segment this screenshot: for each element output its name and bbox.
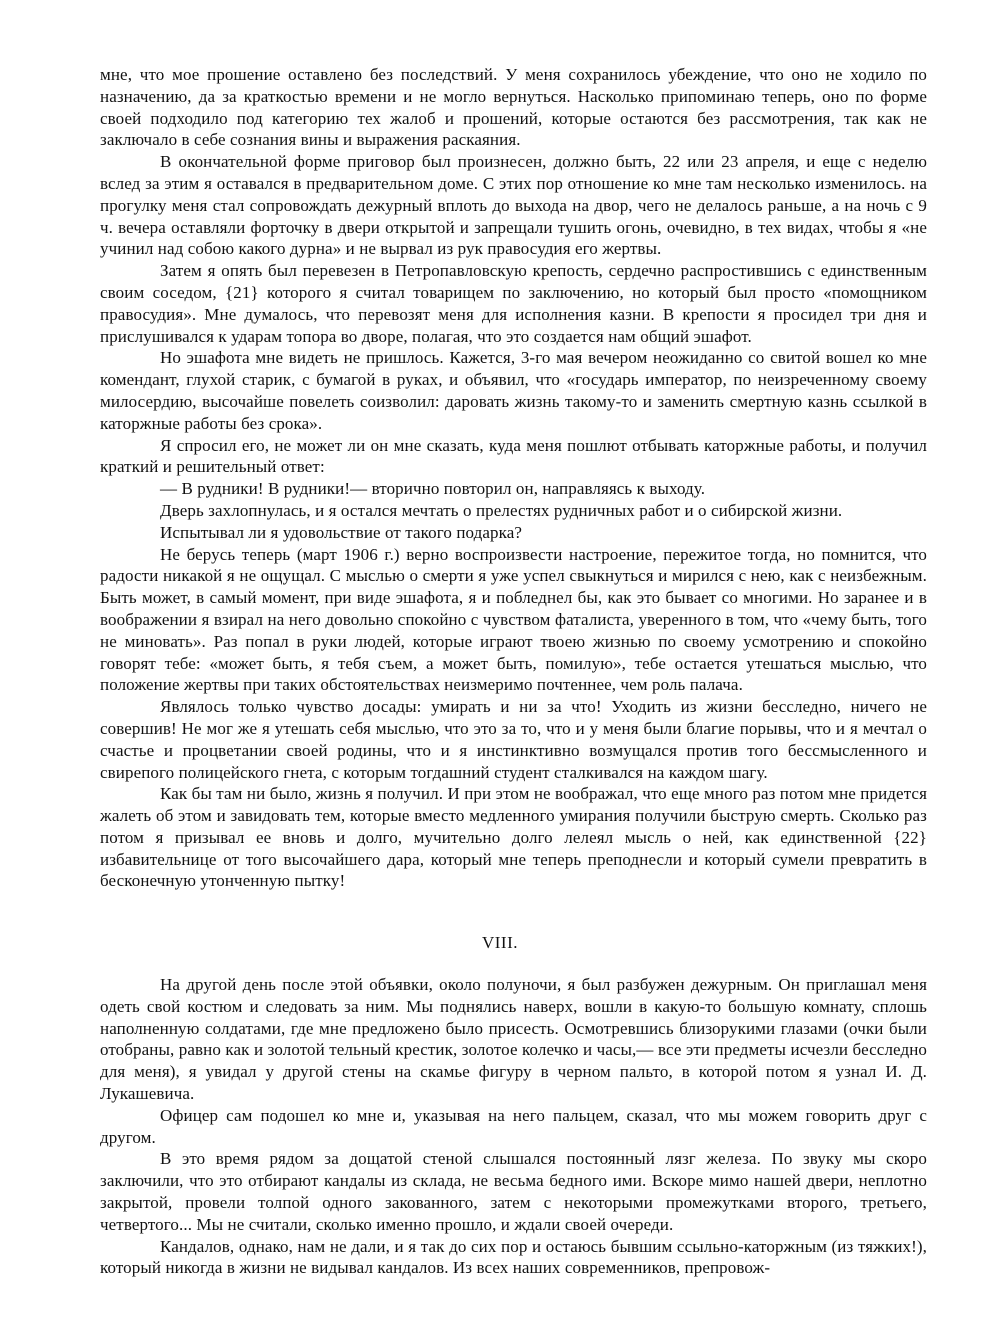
chapter-heading: VIII. [481, 933, 518, 952]
paragraph: Дверь захлопнулась, и я остался мечтать о прелестях рудничных работ и о сибирской жизни. [160, 500, 843, 520]
top-text-block [100, 64, 927, 892]
paragraph: На другой день после этой объявки, около полуночи, я был разбужен дежурным. Он приглашал меня одеть свой костюм и следовать за ним. Мы поднялись наверх, вошли в какую-то большую комнату, сплошь наполненную солдатами, где мне предложено было присесть. Осмотревшись близорукими глазами (очки были отобраны, равно как и золотой тельный крестик, золотое колечко и часы,— все эти предметы исчезли бесследно для меня), я увидал у другой стены на скамье фигуру в черном пальто, в которой потом я узнал И. Д. Лукашевича. [100, 975, 927, 1103]
paragraph: В окончательной форме приговор был произнесен, должно быть, 22 или 23 апреля, и еще с неделю вслед за этим я оставался в предварительном доме. С этих пор отношение ко мне там несколько изменилось. на прогулку меня стал сопровождать дежурный вплоть до выхода на двор, чего не делалось раньше, а на ночь с 9 ч. вечера оставляли форточку в двери открытой и запрещали тушить огонь, очевидно, в тех видах, чтобы я «не учинил над собою какого дурна» и не вырвал из рук правосудия его жертвы. [100, 152, 927, 259]
paragraph: Кандалов, однако, нам не дали, и я так до сих пор и остаюсь бывшим ссыльно-каторжным (из тяжких!), который никогда в жизни не видывал кандалов. Из всех наших современников, препровож- [100, 1236, 927, 1278]
bottom-text-block [100, 974, 927, 1279]
paragraph: мне, что мое прошение оставлено без последствий. У меня сохранилось убеждение, что оно не ходило по назначению, да за краткостью времени и не могло вернуться. Насколько припоминаю теперь, оно по форме своей подходило под категорию тех жалоб и прошений, которые остаются без рассмотрения, так как не заключало в себе сознания вины и выражения раскаяния. [100, 65, 927, 150]
paragraph: Я спросил его, не может ли он мне сказать, куда меня пошлют отбывать каторжные работы, и получил краткий и решительный ответ: [100, 435, 927, 477]
paragraph: Но эшафота мне видеть не пришлось. Кажется, 3-го мая вечером неожиданно со свитой вошел ко мне комендант, глухой старик, с бумагой в руках, и объявил, что «государь император, по неизреченному своему милосердию, высочайше повелеть соизволил: даровать жизнь такому-то и заменить смертную казнь ссылкой в каторжные работы без срока». [100, 348, 927, 433]
paragraph: — В рудники! В рудники!— вторично повторил он, направляясь к выходу. [160, 479, 706, 499]
paragraph: В это время рядом за дощатой стеной слышался постоянный лязг железа. По звуку мы скоро заключили, что это отбирают кандалы из склада, не весьма бедного ими. Вскоре мимо нашей двери, неплотно закрытой, провели толпой одного закованного, затем с некоторыми промежутками второго, третьего, четвертого... Мы не считали, сколько именно прошло, и ждали своей очереди. [100, 1149, 927, 1234]
paragraph: Как бы там ни было, жизнь я получил. И при этом не воображал, что еще много раз потом мне придется жалеть об этом и завидовать тем, которые вместо медленного умирания получили быструю смерть. Сколько раз потом я призывал ее вновь и долго, мучительно долго лелеял мысль о ней, как единственной {22} избавительнице от того высочайшего дара, который мне теперь преподнесли и который сумели превратить в бесконечную утонченную пытку! [100, 784, 927, 891]
paragraph: Офицер сам подошел ко мне и, указывая на него пальцем, сказал, что мы можем говорить друг с другом. [100, 1105, 927, 1147]
paragraph: Являлось только чувство досады: умирать и ни за что! Уходить из жизни бесследно, ничего не совершив! Не мог же я утешать себя мыслью, что это за то, что и у меня были благие порывы, что и я мечтал о счастье и процветании своей родины, что и я инстинктивно возмущался против того бессмысленного и свирепого полицейского гнета, с которым тогдашний студент сталкивался на каждом шагу. [100, 697, 927, 782]
paragraph: Испытывал ли я удовольствие от такого подарка? [160, 522, 523, 542]
paragraph: Затем я опять был перевезен в Петропавловскую крепость, сердечно распростившись с единственным своим соседом, {21} которого я считал товарищем по заключению, но который был просто «помощником правосудия». Мне думалось, что перевозят меня для исполнения казни. В крепости я просидел три дня и прислушивался к ударам топора во дворе, полагая, что это создается нам общий эшафот. [100, 261, 927, 346]
paragraph: Не берусь теперь (март 1906 г.) верно воспроизвести настроение, пережитое тогда, но помнится, что радости никакой я не ощущал. С мыслью о смерти я уже успел свыкнуться и мирился с нею, как с неизбежным. Быть может, в самый момент, при виде эшафота, я и побледнел бы, как это бывает со многими. Но заранее и в воображении я взирал на него довольно спокойно с чувством фаталиста, уверенного в том, что «чему быть, того не миновать». Раз попал в руки людей, которые играют твоею жизнью по своему усмотрению и спокойно говорят тебе: «может быть, я тебя съем, а может быть, помилую», тебе остается утешаться мыслью, что положение жертвы при таких обстоятельствах неизмеримо почтеннее, чем роль палача. [100, 544, 927, 695]
